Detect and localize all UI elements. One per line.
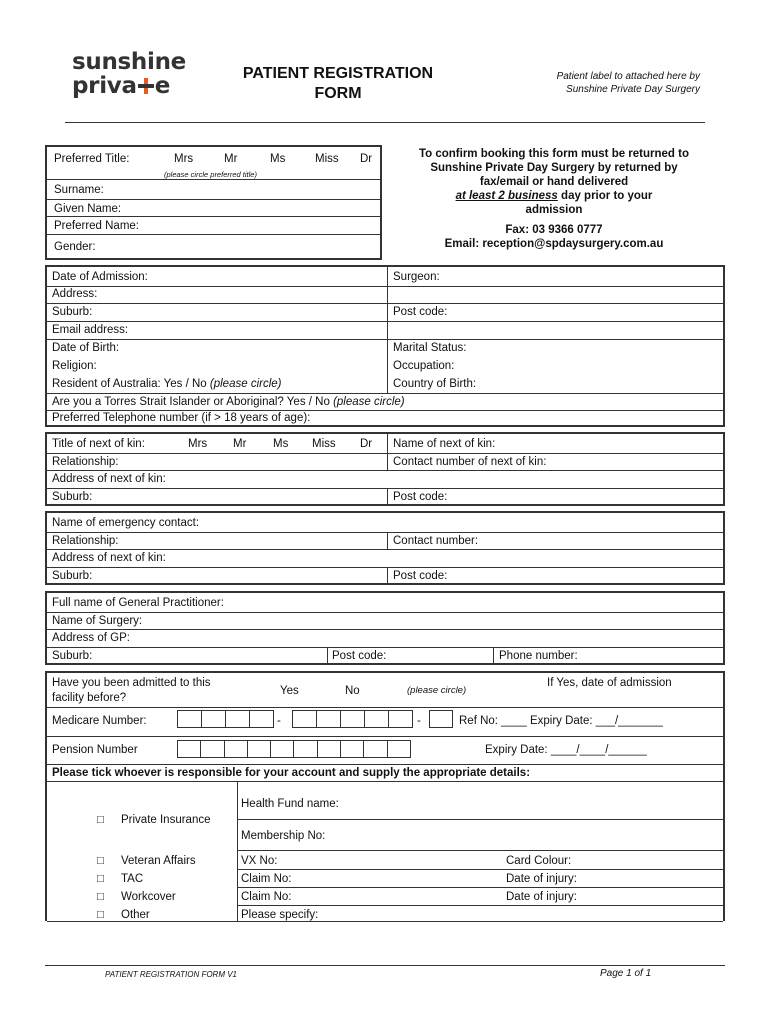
kin-title-ms[interactable]: Ms — [273, 438, 289, 450]
private-insurance-checkbox[interactable]: □ — [97, 814, 104, 826]
divider — [237, 869, 723, 870]
kin-address-field[interactable]: Address of next of kin: — [52, 473, 166, 485]
medicare-ref-expiry[interactable]: Ref No: ____ Expiry Date: ___/_______ — [459, 715, 663, 727]
veteran-checkbox[interactable]: □ — [97, 855, 104, 867]
confirm-line5: admission — [525, 204, 583, 216]
cross-icon — [138, 78, 154, 94]
personal-details-box — [45, 145, 382, 260]
divider — [387, 434, 388, 453]
workcover-checkbox[interactable]: □ — [97, 891, 104, 903]
next-of-kin-box — [45, 432, 725, 506]
page-number: Page 1 of 1 — [600, 968, 652, 979]
torres-label: Are you a Torres Strait Islander or Aboriginal? Yes / No — [52, 396, 334, 408]
kin-title-label: Title of next of kin: — [52, 438, 145, 450]
kin-contact-field[interactable]: Contact number of next of kin: — [393, 456, 547, 468]
divider — [47, 179, 380, 180]
fax-number: Fax: 03 9366 0777 — [505, 224, 603, 236]
divider — [387, 532, 388, 549]
confirm-notice — [395, 147, 713, 251]
kin-postcode-field[interactable]: Post code: — [393, 491, 448, 503]
divider — [47, 234, 380, 235]
facility-admission-date[interactable]: If Yes, date of admission — [547, 677, 672, 689]
gp-name-field[interactable]: Full name of General Practitioner: — [52, 597, 224, 609]
private-insurance-label: Private Insurance — [121, 814, 211, 826]
kin-title-miss[interactable]: Miss — [312, 438, 336, 450]
medicare-label: Medicare Number: — [52, 715, 147, 727]
divider — [47, 921, 723, 922]
title-option-mr[interactable]: Mr — [224, 153, 238, 165]
occupation-field[interactable]: Occupation: — [393, 360, 455, 372]
specify-field[interactable]: Please specify: — [241, 909, 319, 921]
email-address[interactable]: Email: reception@spdaysurgery.com.au — [444, 238, 664, 250]
account-box — [45, 671, 725, 921]
religion-field[interactable]: Religion: — [52, 360, 97, 372]
title-option-dr[interactable]: Dr — [360, 153, 373, 165]
tac-claim-field[interactable]: Claim No: — [241, 873, 292, 885]
emergency-address-field[interactable]: Address of next of kin: — [52, 552, 166, 564]
label-note-1: Patient label to attached here by — [556, 71, 700, 82]
emergency-contact-box — [45, 511, 725, 585]
kin-title-mr[interactable]: Mr — [233, 438, 247, 450]
emergency-relationship-field[interactable]: Relationship: — [52, 535, 119, 547]
confirm-line4-rest: day prior to your — [557, 190, 653, 202]
workcover-label: Workcover — [121, 891, 176, 903]
confirm-line3: fax/email or hand delivered — [479, 176, 629, 188]
header-divider — [65, 122, 705, 123]
divider — [47, 612, 723, 613]
divider — [47, 339, 723, 340]
card-colour-field[interactable]: Card Colour: — [506, 855, 572, 867]
kin-name-field[interactable]: Name of next of kin: — [393, 438, 496, 450]
resident-field[interactable] — [52, 376, 281, 392]
title-option-mrs[interactable]: Mrs — [174, 153, 194, 165]
resident-note: (please circle) — [209, 378, 282, 390]
marital-status-field[interactable]: Marital Status: — [393, 342, 467, 354]
logo-text-b: e — [154, 73, 171, 99]
pension-label: Pension Number — [52, 744, 138, 756]
facility-question-1: Have you been admitted to this — [52, 677, 211, 689]
workcover-claim-field[interactable]: Claim No: — [241, 891, 292, 903]
facility-yes-option[interactable]: Yes — [280, 685, 299, 697]
divider — [47, 567, 723, 568]
confirm-line4 — [395, 189, 713, 203]
preferred-name-field[interactable]: Preferred Name: — [54, 220, 140, 232]
membership-field[interactable]: Membership No: — [241, 830, 326, 842]
surgery-name-field[interactable]: Name of Surgery: — [52, 615, 143, 627]
divider — [237, 819, 723, 820]
address-field[interactable]: Address: — [52, 288, 98, 300]
divider — [47, 488, 723, 489]
divider — [47, 453, 723, 454]
divider — [387, 267, 388, 303]
surname-field[interactable]: Surname: — [54, 184, 104, 196]
medicare-input-c[interactable] — [429, 710, 453, 728]
medicare-dash: - — [277, 715, 281, 727]
medicare-input-b[interactable] — [292, 710, 413, 728]
kin-title-mrs[interactable]: Mrs — [188, 438, 208, 450]
page-title — [218, 64, 458, 104]
facility-question-2: facility before? — [52, 692, 127, 704]
dob-field[interactable]: Date of Birth: — [52, 342, 120, 354]
other-checkbox[interactable]: □ — [97, 909, 104, 921]
emergency-suburb-field[interactable]: Suburb: — [52, 570, 93, 582]
logo-line1: sunshine — [72, 49, 186, 75]
medicare-dash: - — [417, 715, 421, 727]
footer-form-name: PATIENT REGISTRATION FORM V1 — [105, 970, 238, 979]
preferred-title-label: Preferred Title: — [54, 153, 130, 165]
given-name-field[interactable]: Given Name: — [54, 203, 122, 215]
emergency-contact-field[interactable]: Contact number: — [393, 535, 479, 547]
label-note — [520, 70, 700, 96]
veteran-label: Veteran Affairs — [121, 855, 196, 867]
divider — [47, 216, 380, 217]
gp-postcode-field[interactable]: Post code: — [332, 650, 387, 662]
divider — [237, 781, 238, 921]
divider — [47, 781, 723, 782]
divider — [387, 303, 388, 393]
resident-label: Resident of Australia: Yes / No — [52, 378, 210, 390]
tac-injury-date-field[interactable]: Date of injury: — [506, 873, 577, 885]
torres-field[interactable] — [52, 394, 405, 410]
divider — [387, 488, 388, 506]
gp-suburb-field[interactable]: Suburb: — [52, 650, 93, 662]
tac-checkbox[interactable]: □ — [97, 873, 104, 885]
health-fund-field[interactable]: Health Fund name: — [241, 798, 339, 810]
vx-field[interactable]: VX No: — [241, 855, 278, 867]
gender-field[interactable]: Gender: — [54, 241, 96, 253]
confirm-line2: Sunshine Private Day Surgery by returned by — [430, 162, 678, 174]
divider — [387, 453, 388, 470]
emergency-postcode-field[interactable]: Post code: — [393, 570, 448, 582]
confirm-line1: To confirm booking this form must be returned to — [418, 148, 690, 160]
divider — [47, 532, 723, 533]
title-option-miss[interactable]: Miss — [315, 153, 339, 165]
divider — [47, 707, 723, 708]
title-line1: PATIENT REGISTRATION — [242, 65, 434, 82]
divider — [47, 303, 723, 304]
divider — [493, 647, 494, 665]
label-note-2: Sunshine Private Day Surgery — [566, 84, 700, 95]
confirm-emphasis: at least 2 business — [455, 190, 558, 202]
footer-divider — [45, 965, 725, 966]
account-instruction: Please tick whoever is responsible for your account and supply the appropriate details: — [52, 767, 531, 779]
gp-box — [45, 591, 725, 665]
circle-note: (please circle preferred title) — [164, 170, 257, 179]
facility-no-option[interactable]: No — [345, 685, 360, 697]
emergency-name-field[interactable]: Name of emergency contact: — [52, 517, 200, 529]
divider — [47, 199, 380, 200]
title-option-ms[interactable]: Ms — [270, 153, 286, 165]
logo-text-a: priva — [72, 73, 137, 99]
gp-address-field[interactable]: Address of GP: — [52, 632, 130, 644]
other-label: Other — [121, 909, 150, 921]
workcover-injury-date-field[interactable]: Date of injury: — [506, 891, 577, 903]
admission-date-field[interactable]: Date of Admission: — [52, 271, 148, 283]
divider — [237, 887, 723, 888]
kin-relationship-field[interactable]: Relationship: — [52, 456, 119, 468]
medicare-input-a[interactable] — [177, 710, 274, 728]
facility-circle-note: (please circle) — [407, 685, 467, 696]
phone-field[interactable]: Preferred Telephone number (if > 18 years of age): — [52, 412, 311, 424]
pension-input[interactable] — [177, 740, 411, 758]
divider — [327, 647, 328, 665]
surgeon-field[interactable]: Surgeon: — [393, 271, 440, 283]
divider — [47, 286, 723, 287]
divider — [47, 321, 723, 322]
torres-note: (please circle) — [333, 396, 405, 408]
tac-label: TAC — [121, 873, 144, 885]
suburb-field[interactable]: Suburb: — [52, 306, 93, 318]
logo-line2 — [72, 74, 186, 98]
kin-title-dr[interactable]: Dr — [360, 438, 373, 450]
gp-phone-field[interactable]: Phone number: — [499, 650, 578, 662]
admission-details-box — [45, 265, 725, 427]
logo — [72, 50, 186, 98]
divider — [47, 629, 723, 630]
email-field[interactable]: Email address: — [52, 324, 129, 336]
divider — [47, 736, 723, 737]
divider — [387, 567, 388, 585]
postcode-field[interactable]: Post code: — [393, 306, 448, 318]
pension-expiry[interactable]: Expiry Date: ____/____/______ — [485, 744, 647, 756]
country-field[interactable]: Country of Birth: — [393, 378, 477, 390]
title-line2: FORM — [314, 85, 362, 102]
divider — [237, 905, 723, 906]
divider — [237, 850, 723, 851]
kin-suburb-field[interactable]: Suburb: — [52, 491, 93, 503]
